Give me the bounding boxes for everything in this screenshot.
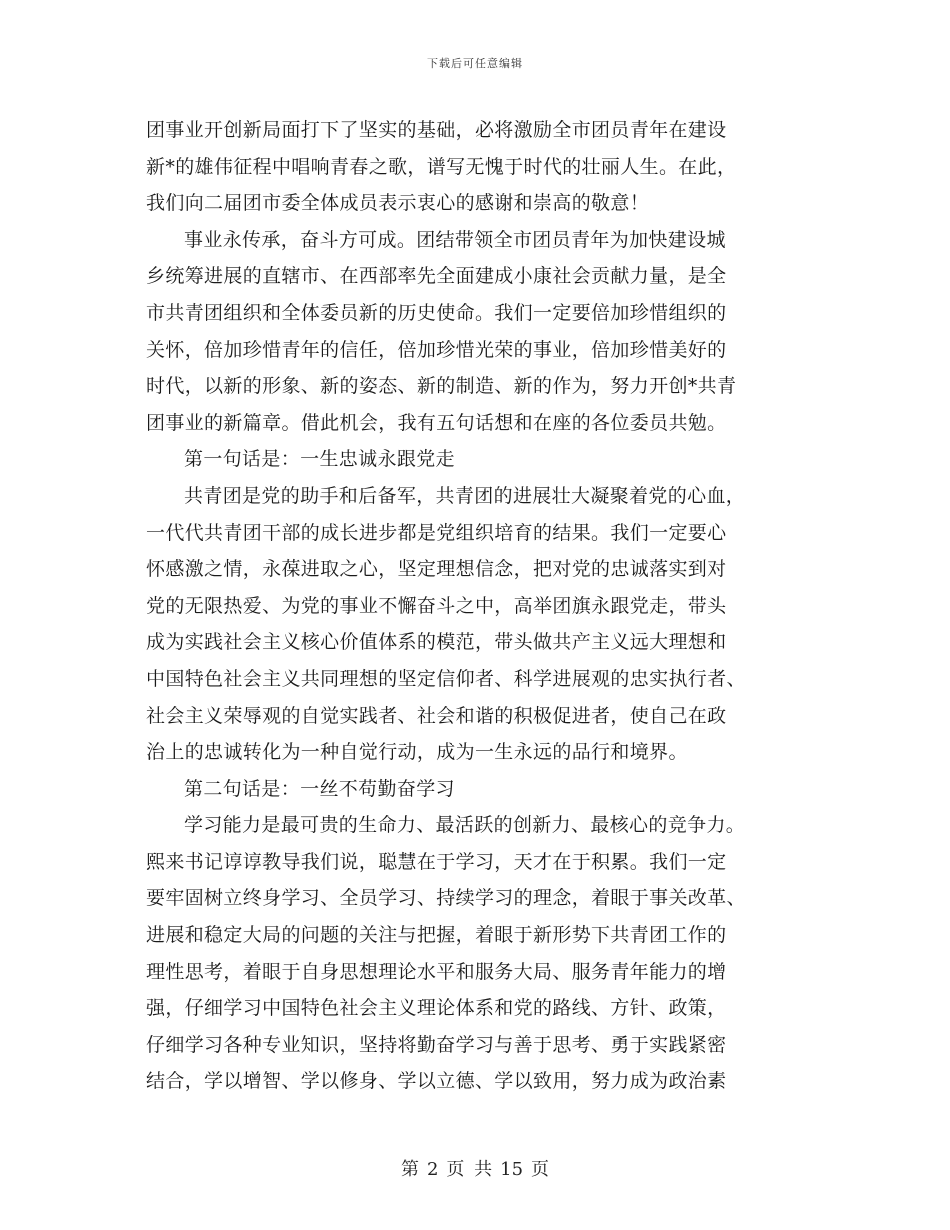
text-line: 结合，学以增智、学以修身、学以立德、学以致用，努力成为政治素	[146, 1070, 727, 1093]
text-line: 第一句话是：一生忠诚永跟党走	[184, 448, 455, 471]
footer-total-pages: 15	[500, 1159, 524, 1180]
footer-prefix: 第	[400, 1159, 419, 1180]
text-line: 新*的雄伟征程中唱响青春之歌，谱写无愧于时代的壮丽人生。在此，	[146, 155, 737, 178]
text-line: 熙来书记谆谆教导我们说，聪慧在于学习，天才在于积累。我们一定	[146, 850, 727, 873]
text-line: 一代代共青团干部的成长进步都是党组织培育的结果。我们一定要心	[146, 521, 727, 544]
text-line: 怀感激之情，永葆进取之心，坚定理想信念，把对党的忠诚落实到对	[146, 558, 727, 581]
text-line: 成为实践社会主义核心价值体系的模范，带头做共产主义远大理想和	[146, 631, 727, 654]
text-line: 团事业的新篇章。借此机会，我有五句话想和在座的各位委员共勉。	[146, 411, 727, 434]
text-line: 我们向二届团市委全体成员表示衷心的感谢和崇高的敬意！	[146, 192, 650, 215]
text-line: 共青团是党的助手和后备军，共青团的进展壮大凝聚着党的心血，	[184, 484, 746, 507]
text-line: 学习能力是最可贵的生命力、最活跃的创新力、最核心的竞争力。	[184, 814, 746, 837]
text-line: 理性思考，着眼于自身思想理论水平和服务大局、服务青年能力的增	[146, 960, 727, 983]
page-header-note: 下载后可任意编辑	[427, 57, 523, 70]
text-line: 党的无限热爱、为党的事业不懈奋斗之中，高举团旗永跟党走，带头	[146, 594, 727, 617]
text-line: 市共青团组织和全体委员新的历史使命。我们一定要倍加珍惜组织的	[146, 301, 727, 324]
text-line: 仔细学习各种专业知识，坚持将勤奋学习与善于思考、勇于实践紧密	[146, 1033, 727, 1056]
page-footer	[0, 1155, 950, 1181]
text-line: 强，仔细学习中国特色社会主义理论体系和党的路线、方针、政策，	[146, 997, 727, 1020]
footer-page-number: 2	[426, 1159, 439, 1180]
text-line: 事业永传承，奋斗方可成。团结带领全市团员青年为加快建设城	[184, 228, 726, 251]
text-line: 进展和稳定大局的问题的关注与把握，着眼于新形势下共青团工作的	[146, 924, 727, 947]
text-line: 时代，以新的形象、新的姿态、新的制造、新的作为，努力开创*共青	[146, 375, 737, 398]
footer-middle: 页 共	[446, 1159, 493, 1180]
text-line: 第二句话是：一丝不苟勤奋学习	[184, 777, 455, 800]
text-line: 治上的忠诚转化为一种自觉行动，成为一生永远的品行和境界。	[146, 741, 688, 764]
footer-suffix: 页	[531, 1159, 550, 1180]
text-line: 中国特色社会主义共同理想的坚定信仰者、科学进展观的忠实执行者、	[146, 667, 746, 690]
text-line: 社会主义荣辱观的自觉实践者、社会和谐的积极促进者，使自己在政	[146, 704, 727, 727]
text-line: 乡统筹进展的直辖市、在西部率先全面建成小康社会贡献力量，是全	[146, 265, 727, 288]
text-line: 团事业开创新局面打下了坚实的基础，必将激励全市团员青年在建设	[146, 119, 727, 141]
text-line: 要牢固树立终身学习、全员学习、持续学习的理念，着眼于事关改革、	[146, 887, 746, 910]
document-body	[146, 112, 806, 1100]
text-line: 关怀，倍加珍惜青年的信任，倍加珍惜光荣的事业，倍加珍惜美好的	[146, 338, 727, 361]
